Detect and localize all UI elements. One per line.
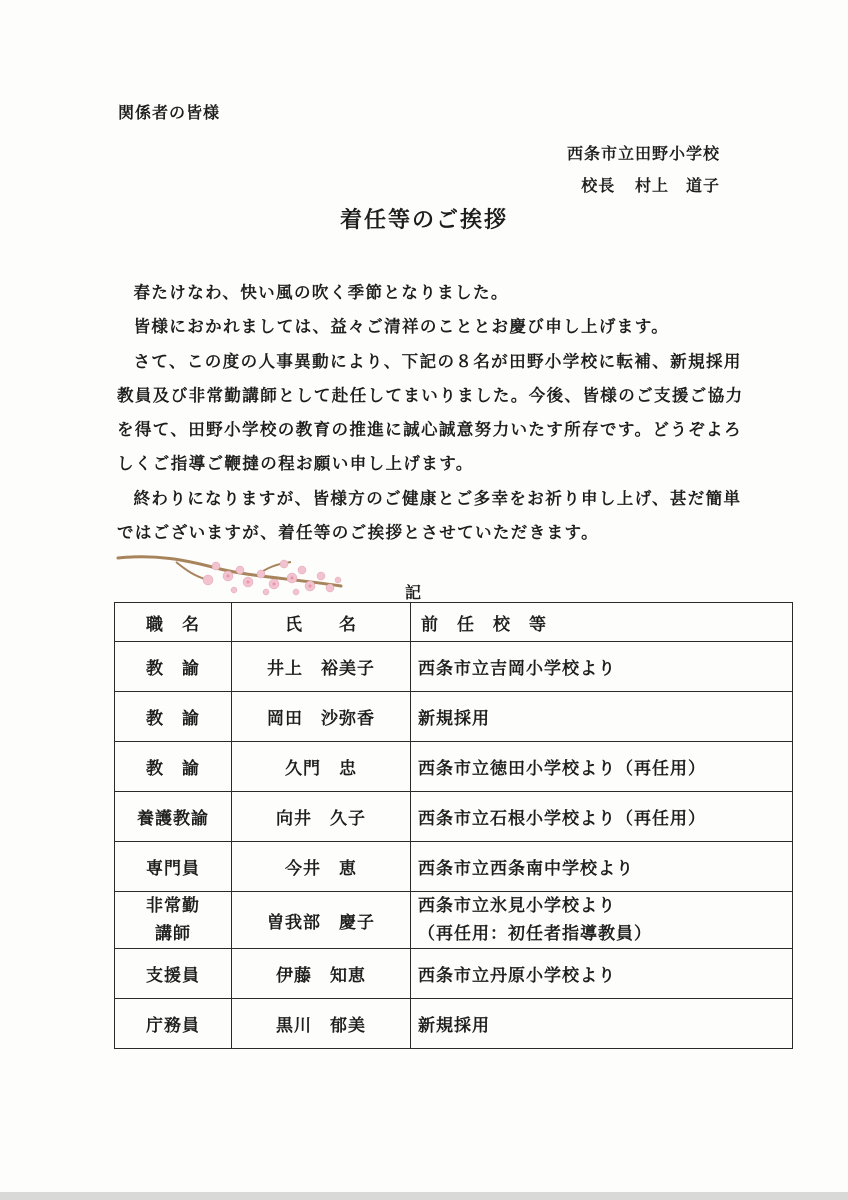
cell-position: 養護教諭 [115, 792, 232, 842]
principal-line [567, 170, 720, 202]
ki-note-mark: 記 [405, 583, 422, 602]
header-name: 氏 名 [232, 603, 411, 642]
table-row [115, 642, 793, 692]
cell-position: 教 諭 [115, 692, 232, 742]
cell-position [115, 892, 232, 949]
cell-position: 教 諭 [115, 742, 232, 792]
table-row [115, 842, 793, 892]
principal-title: 校長 [581, 176, 616, 195]
paragraph-4: 終わりになりますが、皆様方のご健康とご多幸をお祈り申し上げ、甚だ簡単ではございますが、着任等のご挨拶とさせていただきます。 [117, 488, 742, 543]
school-name: 西条市立田野小学校 [566, 144, 720, 163]
position-line-1: 非常勤 [146, 896, 200, 916]
cell-name: 今井 恵 [232, 842, 411, 892]
cell-previous: 西条市立丹原小学校より [411, 949, 793, 999]
table-row [115, 949, 793, 999]
cell-previous: 新規採用 [411, 692, 793, 742]
cherry-blossom-branch-icon [116, 548, 356, 598]
cell-previous [411, 892, 793, 949]
principal-name: 村上 道子 [634, 176, 720, 195]
table-row [115, 742, 793, 792]
cell-position: 庁務員 [115, 999, 232, 1049]
scan-bottom-edge [0, 1192, 848, 1200]
staff-table [114, 602, 793, 1049]
cell-name: 曽我部 慶子 [232, 892, 411, 949]
paragraph-1: 春たけなわ、快い風の吹く季節となりました。 [133, 283, 509, 302]
sender-block [567, 138, 720, 202]
cell-previous: 西条市立吉岡小学校より [411, 642, 793, 692]
cell-position: 専門員 [115, 842, 232, 892]
cell-name: 伊藤 知恵 [232, 949, 411, 999]
header-position: 職 名 [115, 603, 232, 642]
paragraph-2: 皆様におかれましては、益々ご清祥のこととお慶び申し上げます。 [133, 317, 670, 337]
cell-position: 支援員 [115, 949, 232, 999]
cell-name: 向井 久子 [232, 792, 411, 842]
cell-previous: 西条市立徳田小学校より（再任用） [411, 742, 793, 792]
cell-name: 黒川 郁美 [232, 999, 411, 1049]
cell-name: 久門 忠 [232, 742, 411, 792]
cell-name: 岡田 沙弥香 [232, 692, 411, 742]
page-title: 着任等のご挨拶 [339, 208, 508, 233]
table-row [115, 999, 793, 1049]
table-row [115, 892, 793, 949]
position-line-2: 講師 [155, 924, 191, 944]
cell-position: 教 諭 [115, 642, 232, 692]
header-previous-school: 前 任 校 等 [411, 603, 793, 642]
cell-previous: 新規採用 [411, 999, 793, 1049]
table-row [115, 792, 793, 842]
previous-line-2: （再任用：初任者指導教員） [418, 924, 652, 944]
cell-previous: 西条市立西条南中学校より [411, 842, 793, 892]
cell-previous: 西条市立石根小学校より（再任用） [411, 792, 793, 842]
cell-name: 井上 裕美子 [232, 642, 411, 692]
addressee: 関係者の皆様 [118, 103, 221, 122]
paragraph-3: さて、この度の人事異動により、下記の８名が田野小学校に転補、新規採用教員及び非常勤講師として赴任してまいりました。今後、皆様のご支援ご協力を得て、田野小学校の教育の推進に誠心誠意努力いたす所存です。どうぞよろしくご指導ご鞭撻の程お願い申し上げます。 [117, 351, 744, 474]
table-header-row [115, 603, 793, 642]
letter-body [117, 276, 745, 550]
table-row [115, 692, 793, 742]
previous-line-1: 西条市立氷見小学校より [418, 896, 616, 916]
